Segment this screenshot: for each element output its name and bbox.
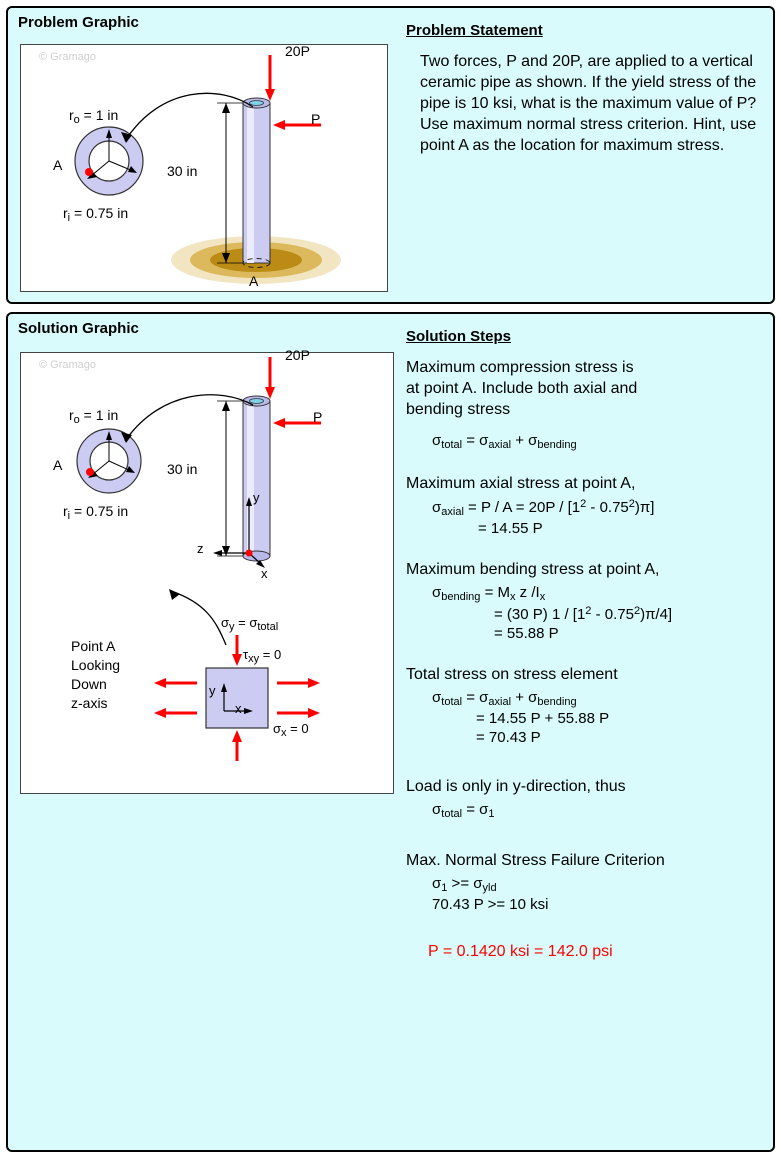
step6-text: Max. Normal Stress Failure Criterion bbox=[406, 852, 665, 869]
solution-label-ro: $r_o = 1$ in bbox=[69, 407, 119, 426]
equation-4b: = 14.55 P + 55.88 P bbox=[476, 710, 610, 727]
solution-label-sigma-y: $\sigma_y = \sigma_{total}$ bbox=[221, 615, 279, 633]
view-note-line1: Point A bbox=[71, 638, 116, 654]
problem-graphic-box bbox=[20, 44, 388, 292]
problem-panel bbox=[6, 6, 775, 304]
equation-6a: $\sigma_1 >= \sigma_{yld}$ bbox=[432, 875, 497, 894]
step2-text: Maximum axial stress at point A, bbox=[406, 475, 636, 492]
step5-text: Load is only in y-direction, thus bbox=[406, 778, 626, 795]
problem-graphic-title: Problem Graphic bbox=[18, 14, 139, 31]
problem-statement-title: Problem Statement bbox=[406, 22, 543, 39]
solution-label-elem-y: y bbox=[209, 683, 216, 698]
solution-label-elem-x: x bbox=[235, 701, 242, 716]
solution-panel bbox=[6, 312, 775, 1152]
equation-3c: = 55.88 P bbox=[494, 625, 559, 642]
watermark: © Gramago bbox=[39, 359, 97, 371]
step4-text: Total stress on stress element bbox=[406, 666, 618, 683]
final-answer: P = 0.1420 ksi = 142.0 psi bbox=[428, 943, 613, 960]
solution-graphic-title: Solution Graphic bbox=[18, 320, 139, 337]
equation-3b: = (30 P) $1 / [1^2 - 0.75^2)\pi/4$] bbox=[494, 605, 673, 623]
view-note-line2: Looking bbox=[71, 657, 121, 673]
solution-label-sigma-x: $\sigma_x = 0$ bbox=[273, 721, 309, 739]
step1-line1: Maximum compression stress is bbox=[406, 359, 634, 376]
view-note-line4: z-axis bbox=[71, 695, 108, 711]
step1-line2: at point A. Include both axial and bbox=[406, 380, 638, 397]
solution-label-point-a: A bbox=[53, 457, 63, 473]
solution-label-p: P bbox=[313, 409, 323, 425]
problem-label-ri: $r_i = 0.75$ in bbox=[63, 205, 129, 224]
solution-label-axis-z: z bbox=[197, 541, 204, 556]
step1-line3: bending stress bbox=[406, 401, 511, 418]
problem-statement-text: Two forces, P and 20P, are applied to a vertical ceramic pipe as shown. If the yield stress of the pipe is 10 ksi, what is the maximum value of P? Use maximum normal stress criterion. Hint, use point A as the location for maximum stress. bbox=[420, 53, 757, 154]
solution-label-20p: 20P bbox=[285, 347, 310, 363]
step3-text: Maximum bending stress at point A, bbox=[406, 561, 660, 578]
solution-view-note bbox=[71, 637, 120, 713]
equation-2a: $\sigma_{axial} = P / A = 20P / [1^2 - 0.75^2)\pi$] bbox=[432, 498, 655, 518]
solution-steps-title: Solution Steps bbox=[406, 328, 511, 345]
equation-2b: = 14.55 P bbox=[478, 520, 543, 537]
view-note-line3: Down bbox=[71, 676, 107, 692]
problem-label-point-a: A bbox=[53, 157, 63, 173]
solution-label-axis-x: x bbox=[261, 566, 268, 581]
problem-label-ro: $r_o = 1$ in bbox=[69, 107, 119, 126]
equation-4c: = 70.43 P bbox=[476, 729, 541, 746]
problem-label-length: 30 in bbox=[167, 163, 198, 179]
problem-label-point-a-bottom: A bbox=[249, 273, 259, 289]
problem-label-p: P bbox=[311, 111, 321, 127]
equation-3a: $\sigma_{bending} = M_x$ z $/I_x$ bbox=[432, 584, 546, 603]
solution-label-axis-y: y bbox=[253, 490, 260, 505]
equation-6b: 70.43 P >= 10 ksi bbox=[432, 896, 549, 913]
solution-label-length: 30 in bbox=[167, 461, 198, 477]
equation-5: $\sigma_{total} = \sigma_1$ bbox=[432, 801, 495, 820]
problem-label-20p: 20P bbox=[285, 43, 310, 59]
solution-steps-col bbox=[406, 322, 778, 961]
problem-figure bbox=[21, 45, 387, 291]
watermark: © Gramago bbox=[39, 51, 97, 63]
problem-statement-col bbox=[406, 16, 772, 156]
equation-4a: $\sigma_{total} = \sigma_{axial} + \sigma_{bending}$ bbox=[432, 689, 577, 708]
equation-1: $\sigma_{total} = \sigma_{axial} + \sigma_{bending}$ bbox=[432, 432, 577, 451]
solution-label-ri: $r_i = 0.75$ in bbox=[63, 503, 129, 522]
solution-graphic-box bbox=[20, 347, 394, 794]
solution-label-tau-xy: $\tau_{xy} = 0$ bbox=[243, 647, 282, 665]
